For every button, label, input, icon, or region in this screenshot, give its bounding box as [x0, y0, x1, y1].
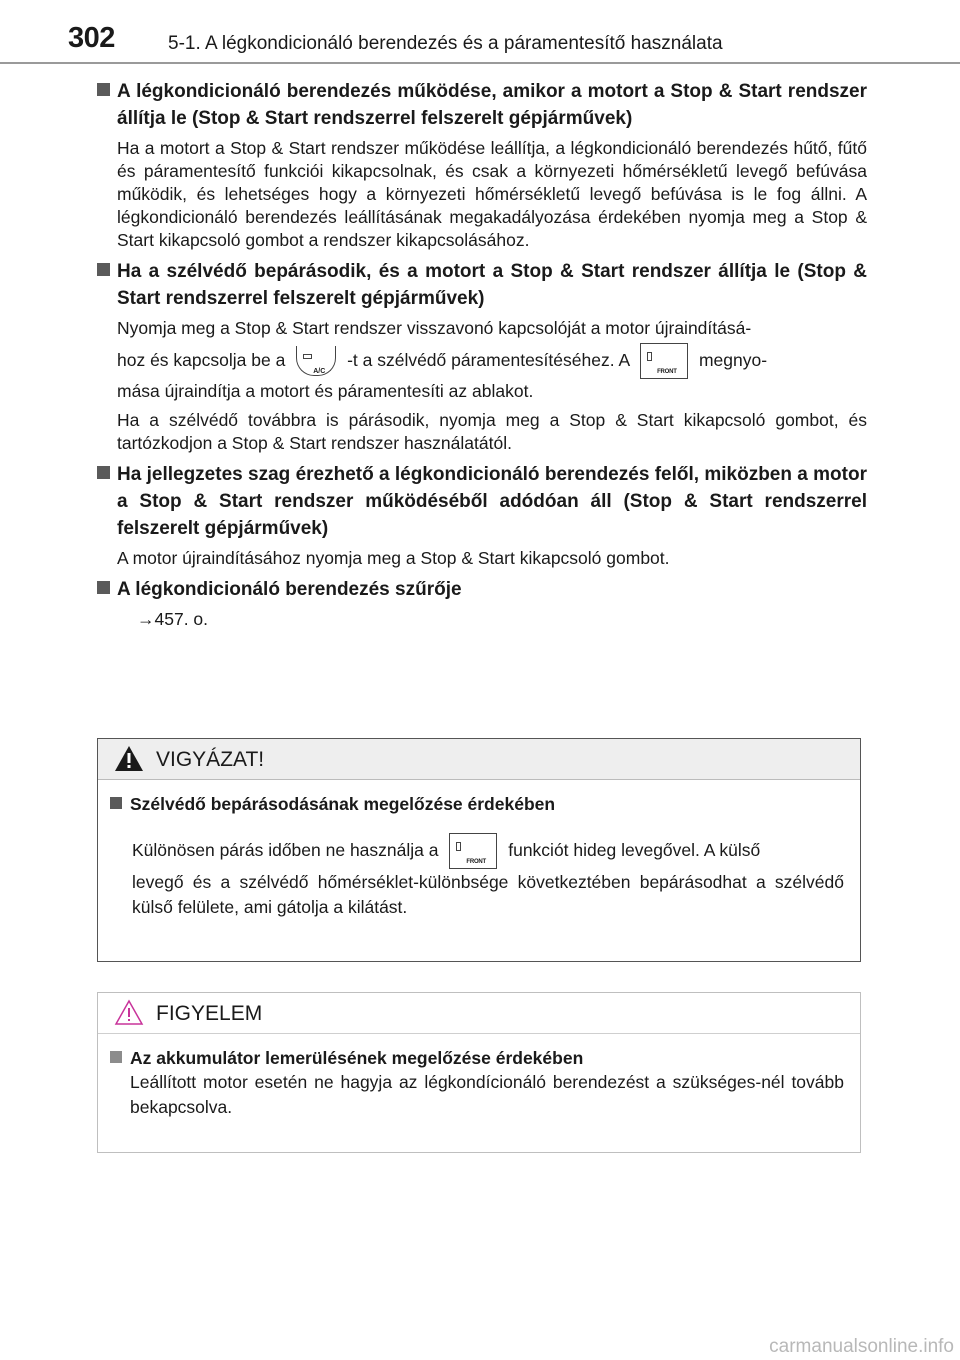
- text-fragment: Különösen párás időben ne használja a: [132, 840, 439, 860]
- section-title: A légkondicionáló berendezés működése, amikor a motort a Stop & Start rendszer állítja le (Stop & Start rendszerrel felszerelt gépjárművek): [117, 81, 867, 129]
- section-paragraph: A motor újraindításához nyomja meg a Stop & Start kikapcsoló gombot.: [117, 548, 670, 568]
- square-bullet-icon: [110, 1051, 122, 1063]
- square-bullet-icon: [97, 263, 110, 276]
- warning-text: levegő és a szélvédő hőmérséklet-különbsége következtében bepárásodhat a szélvédő külső felülete, ami gátolja a kilátást.: [132, 872, 844, 917]
- warning-triangle-icon: [114, 745, 144, 772]
- section-windshield-fog: [97, 258, 867, 455]
- square-bullet-icon: [97, 581, 110, 594]
- section-paragraph-inline: [117, 340, 867, 380]
- header-divider: [0, 62, 960, 64]
- front-defogger-button-icon: FRONT: [640, 343, 688, 379]
- square-bullet-icon: [110, 797, 122, 809]
- section-paragraph: Ha a szélvédő továbbra is párásodik, nyomja meg a Stop & Start kikapcsoló gombot, és tartózkodjon a Stop & Start rendszer használatától.: [117, 410, 867, 453]
- square-bullet-icon: [97, 83, 110, 96]
- notice-box: [97, 992, 861, 1153]
- section-title: Ha a szélvédő bepárásodik, és a motort a Stop & Start rendszer állítja le (Stop & Start rendszerrel felszerelt gépjárművek): [117, 261, 867, 309]
- square-bullet-icon: [97, 466, 110, 479]
- page-header: [0, 0, 960, 60]
- notice-label: FIGYELEM: [156, 1002, 263, 1025]
- text-fragment: megnyo-: [698, 350, 768, 370]
- warning-title: Szélvédő bepárásodásának megelőzése érdekében: [130, 794, 556, 814]
- notice-title: Az akkumulátor lemerülésének megelőzése érdekében: [130, 1048, 584, 1068]
- notice-text: Leállított motor esetén ne hagyja az légkondícionáló berendezést a szükséges-nél tovább bekapcsolva.: [130, 1072, 844, 1117]
- section-title: A légkondicionáló berendezés szűrője: [117, 579, 462, 600]
- warning-label: VIGYÁZAT!: [156, 748, 265, 771]
- watermark: carmanualsonline.info: [769, 1336, 954, 1357]
- ac-button-icon: A/C: [296, 346, 336, 376]
- section-paragraph: Ha a motort a Stop & Start rendszer működése leállítja, a légkondicionáló berendezés hűtő, fűtő és páramentesítő funkciói kikapcsolnak, és csak a környezeti hőmérsékletű levegő befúvása működik, és lehetséges hogy a környezeti hőmérsékletű levegő befúvása is le fog állni. A légkondicionáló berendezés leállításának megakadályozása érdekében nyomja meg a Stop & Start kikapcsoló gombot a rendszer kikapcsolásához.: [117, 138, 867, 250]
- chapter-title: 5-1. A légkondicionáló berendezés és a páramentesítő használata: [168, 33, 723, 54]
- section-paragraph: Nyomja meg a Stop & Start rendszer visszavonó kapcsolóját a motor újraindításá-: [117, 318, 752, 338]
- front-defogger-button-icon: FRONT: [449, 833, 497, 869]
- text-fragment: hoz és kapcsolja be a: [117, 350, 286, 370]
- main-content: [97, 78, 867, 637]
- section-paragraph: mása újraindítja a motort és páramentesíti az ablakot.: [117, 381, 534, 401]
- section-stop-start-ac: [97, 78, 867, 252]
- warning-box: [97, 738, 861, 962]
- caution-triangle-icon: [114, 999, 144, 1026]
- text-fragment: funkciót hideg levegővel. A külső: [508, 840, 761, 860]
- warning-text-inline: [132, 830, 844, 870]
- section-odor: [97, 461, 867, 570]
- page-number: 302: [68, 22, 115, 54]
- text-fragment: -t a szélvédő páramentesítéséhez. A: [347, 350, 630, 370]
- page-reference: →457. o.: [137, 609, 209, 629]
- section-title: Ha jellegzetes szag érezhető a légkondicionáló berendezés felől, miközben a motor a Stop & Start rendszer működéséből adódóan áll (Stop & Start rendszerrel felszerelt gépjárművek): [117, 464, 867, 539]
- section-filter: [97, 576, 867, 631]
